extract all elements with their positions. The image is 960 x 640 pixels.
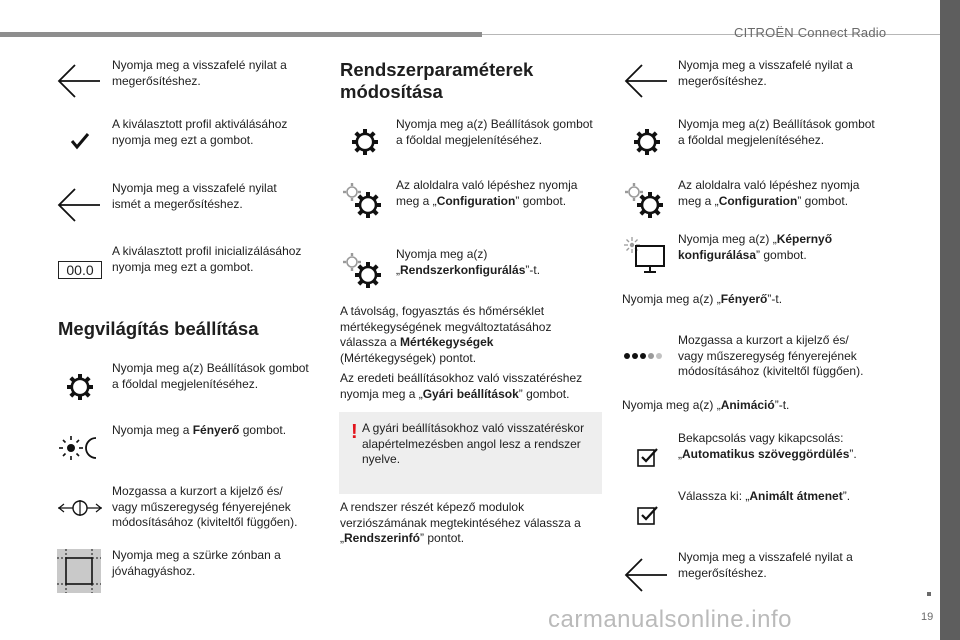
col2-item3-line1: Nyomja meg a(z) xyxy=(396,247,488,261)
double-gear-icon xyxy=(340,250,384,290)
back-arrow-icon xyxy=(623,556,669,594)
col2-item3-pre: „ xyxy=(396,262,400,277)
page-side-tab xyxy=(940,0,960,640)
col2-para2-post: ” gombot. xyxy=(518,386,570,401)
back-arrow-icon xyxy=(623,62,669,100)
col2-item2-line1: Az aloldalra való lépéshez nyomja xyxy=(396,178,578,192)
col2-para3-line1: A rendszer részét képező modulok xyxy=(340,500,525,514)
col1-item2-line1: A kiválasztott profil aktiválásához xyxy=(112,117,288,131)
gear-icon xyxy=(66,373,94,401)
col2-item3-bold: Rendszerkonfigurálás xyxy=(400,262,526,277)
back-arrow-icon xyxy=(56,186,102,224)
col1-item4-line2: nyomja meg ezt a gombot. xyxy=(112,259,254,274)
col3-item6-pre: „ xyxy=(678,446,682,461)
col2-para2-line1: Az eredeti beállításokhoz való visszatéréshez xyxy=(340,371,583,385)
grey-zone-icon xyxy=(57,549,101,593)
col3-item7-post: ”. xyxy=(842,489,851,503)
col3-item8-line2: megerősítéshez. xyxy=(678,565,767,580)
col1-light1-line1: Nyomja meg a(z) Beállítások gombot xyxy=(112,361,309,375)
col3-para2-bold: Animáció xyxy=(720,398,775,412)
slider-icon xyxy=(56,496,104,520)
col3-para1-pre: Nyomja meg a(z) „ xyxy=(622,292,721,306)
warning-line2: alapértelmezésben angol lesz a rendszer xyxy=(362,436,581,451)
col1-light2-post: gombot. xyxy=(239,423,287,437)
col1-light1-line2: a főoldal megjelenítéséhez. xyxy=(112,376,259,391)
col1-light2-bold: Fényerő xyxy=(192,423,240,437)
brightness-icon xyxy=(58,434,102,462)
col3-item1-line2: megerősítéshez. xyxy=(678,73,767,88)
watermark: carmanualsonline.info xyxy=(548,606,792,633)
col2-para3-line2: verziószámának megtekintéséhez válassza a xyxy=(340,515,581,530)
col1-light3-line2: vagy műszeregység fényerejének xyxy=(112,499,291,514)
col3-item4-bold1: Képernyő xyxy=(776,232,833,246)
col3-item4-pre: Nyomja meg a(z) „ xyxy=(678,232,777,246)
col1-item3-line1: Nyomja meg a visszafelé nyilat xyxy=(112,181,277,195)
col3-para1-bold: Fényerő xyxy=(720,292,768,306)
col2-item2-post: ” gombot. xyxy=(515,193,567,208)
col3-item2-line2: a főoldal megjelenítéséhez. xyxy=(678,132,825,147)
page-dot xyxy=(927,592,931,596)
col2-para1-line2: mértékegységének megváltoztatásához xyxy=(340,319,552,334)
double-gear-icon xyxy=(340,180,384,220)
col3-para1-post: ”-t. xyxy=(767,292,783,306)
col1-light2-pre: Nyomja meg a xyxy=(112,423,193,437)
col2-para3-bold: Rendszerinfó xyxy=(344,531,421,545)
col3-item2-line1: Nyomja meg a(z) Beállítások gombot xyxy=(678,117,875,131)
col2-para1-line1: A távolság, fogyasztás és hőmérséklet xyxy=(340,304,545,318)
gear-icon xyxy=(633,128,661,156)
col3-item4-bold2: konfigurálása xyxy=(678,247,757,262)
header-title: CITROËN Connect Radio xyxy=(734,25,887,40)
col2-item2-bold: Configuration xyxy=(436,193,516,208)
col1-item4-line1: A kiválasztott profil inicializálásához xyxy=(112,244,302,258)
counter-icon: 00.0 xyxy=(58,261,102,279)
col3-item5-line2: vagy műszeregység fényerejének xyxy=(678,348,857,363)
col2-para3-pre: „ xyxy=(340,531,344,545)
checkmark-icon xyxy=(70,132,90,150)
slider-dots-icon xyxy=(622,350,666,362)
checkbox-icon xyxy=(636,446,660,468)
col3-item3-pre: meg a „ xyxy=(678,193,719,208)
col2-para2-bold: Gyári beállítások xyxy=(422,386,519,401)
col3-item3-line1: Az aloldalra való lépéshez nyomja xyxy=(678,178,860,192)
col2-para1-line3-pre: válassza a xyxy=(340,335,401,349)
checkbox-icon xyxy=(636,504,660,526)
gear-icon xyxy=(351,128,379,156)
col3-item3-post: ” gombot. xyxy=(797,193,849,208)
col2-para2-pre: nyomja meg a „ xyxy=(340,386,423,401)
col3-item6-line1: Bekapcsolás vagy kikapcsolás: xyxy=(678,431,844,445)
col2-para1-line4: (Mértékegységek) pontot. xyxy=(340,350,477,365)
warning-line1: A gyári beállításokhoz való visszatéréskor xyxy=(362,421,585,435)
section-heading-system-line2: módosítása xyxy=(340,81,443,102)
section-heading-lighting: Megvilágítás beállítása xyxy=(58,318,259,339)
page-number: 19 xyxy=(921,611,934,623)
col1-light3-line3: módosításához (kiviteltől függően). xyxy=(112,515,298,529)
col3-item6-post: ”. xyxy=(849,446,857,461)
back-arrow-icon xyxy=(56,62,102,100)
col2-para1-line3-bold: Mértékegységek xyxy=(400,335,494,349)
col1-item1-line2: megerősítéshez. xyxy=(112,73,201,88)
col3-item5-line1: Mozgassa a kurzort a kijelző és/ xyxy=(678,333,849,347)
col1-light3-line1: Mozgassa a kurzort a kijelző és/ xyxy=(112,484,283,498)
col1-item1-line1: Nyomja meg a visszafelé nyilat a xyxy=(112,58,287,72)
col1-light4-line1: Nyomja meg a szürke zónban a xyxy=(112,548,281,562)
col3-item4-post: ” gombot. xyxy=(756,247,807,262)
col3-para2-pre: Nyomja meg a(z) „ xyxy=(622,398,721,412)
col1-light4-line2: jóváhagyáshoz. xyxy=(112,563,196,578)
section-heading-system-line1: Rendszerparaméterek xyxy=(340,59,534,80)
col3-item6-bold: Automatikus szöveggördülés xyxy=(682,446,850,461)
col3-item7-bold: Animált átmenet xyxy=(749,489,843,503)
col2-para3-post: ” pontot. xyxy=(420,531,465,545)
warning-line3: nyelve. xyxy=(362,452,401,466)
col2-item1-line2: a főoldal megjelenítéséhez. xyxy=(396,132,543,147)
col3-item7-pre: Válassza ki: „ xyxy=(678,489,750,503)
col1-item2-line2: nyomja meg ezt a gombot. xyxy=(112,132,254,147)
col2-item2-pre: meg a „ xyxy=(396,193,437,208)
col3-item8-line1: Nyomja meg a visszafelé nyilat a xyxy=(678,550,853,564)
col3-para2-post: ”-t. xyxy=(774,398,790,412)
header-rule xyxy=(0,32,482,37)
double-gear-icon xyxy=(622,180,666,220)
col3-item1-line1: Nyomja meg a visszafelé nyilat a xyxy=(678,58,853,72)
col1-item3-line2: ismét a megerősítéshez. xyxy=(112,196,243,211)
col3-item3-bold: Configuration xyxy=(718,193,798,208)
warning-icon: ! xyxy=(351,421,358,443)
col2-item1-line1: Nyomja meg a(z) Beállítások gombot xyxy=(396,117,593,131)
col3-item5-line3: módosításához (kiviteltől függően). xyxy=(678,364,864,378)
screen-icon xyxy=(622,236,668,276)
col2-item3-post: ”-t. xyxy=(525,262,541,277)
